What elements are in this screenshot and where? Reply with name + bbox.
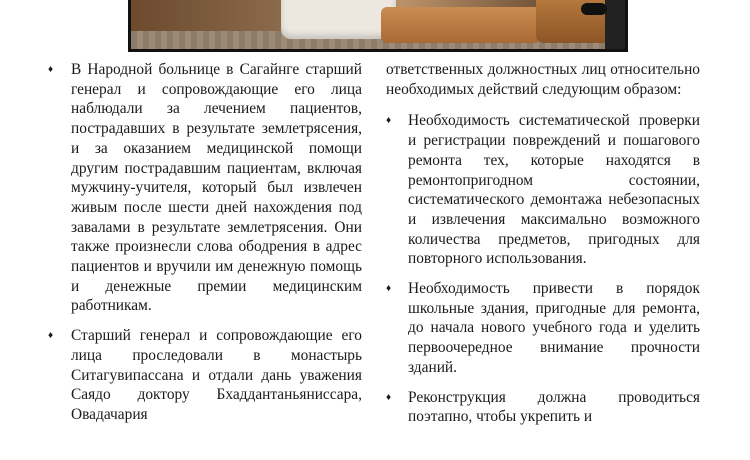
intro-text: ответственных должностных лиц относительно необходимых действий следующим образом: [386,61,700,98]
photo-white-cloth [281,0,396,39]
diamond-bullet-icon: ♦ [386,283,392,295]
list-item-text: Реконструкция должна проводиться поэтапно, чтобы укрепить и [408,388,700,426]
list-item [48,60,362,316]
list-item [386,388,700,427]
diamond-bullet-icon: ♦ [386,391,392,403]
top-photo [128,0,628,52]
list-item-text: Необходимость систематической проверки и регистрации повреждений и пошагового ремонта тех, которые находятся в ремонтопригодном состоянии, систематического демонтажа небезопасных и извлечения максимально возможного количества предметов, пригодных для повторного использования. [408,112,700,268]
left-column [48,60,362,435]
list-item-text: В Народной больнице в Сагайнге старший генерал и сопровождающие его лица наблюдали за лечением пациентов, пострадавших в результате землетрясения, и за оказанием медицинской помощи другим пострадавшим пациентам, включая мужчину-учителя, который был извлечен живым после шести дней нахождения под завалами в результате землетрясения. Они также произнесли слова ободрения в адрес пациентов и вручили им денежную помощь и денежные премии медицинским работникам. [71,61,362,315]
right-column [386,60,700,437]
photo-person-leg [605,0,625,52]
diamond-bullet-icon: ♦ [386,115,392,127]
photo-wooden-bench [381,7,541,43]
diamond-bullet-icon: ♦ [48,330,54,342]
list-item [386,111,700,269]
list-item [48,326,362,425]
list-item [386,279,700,378]
photo-shoe [581,3,607,15]
list-item-text: Старший генерал и сопровождающие его лица проследовали в монастырь Ситагувипассана и отдали дань уважения Саядо доктору Бхаддантаньяниссара, Овадачария [71,327,362,423]
diamond-bullet-icon: ♦ [48,64,54,75]
list-item-text: Необходимость привести в порядок школьные здания, пригодные для ремонта, до начала нового учебного года и уделить первоочередное внимание прочности зданий. [408,280,700,376]
